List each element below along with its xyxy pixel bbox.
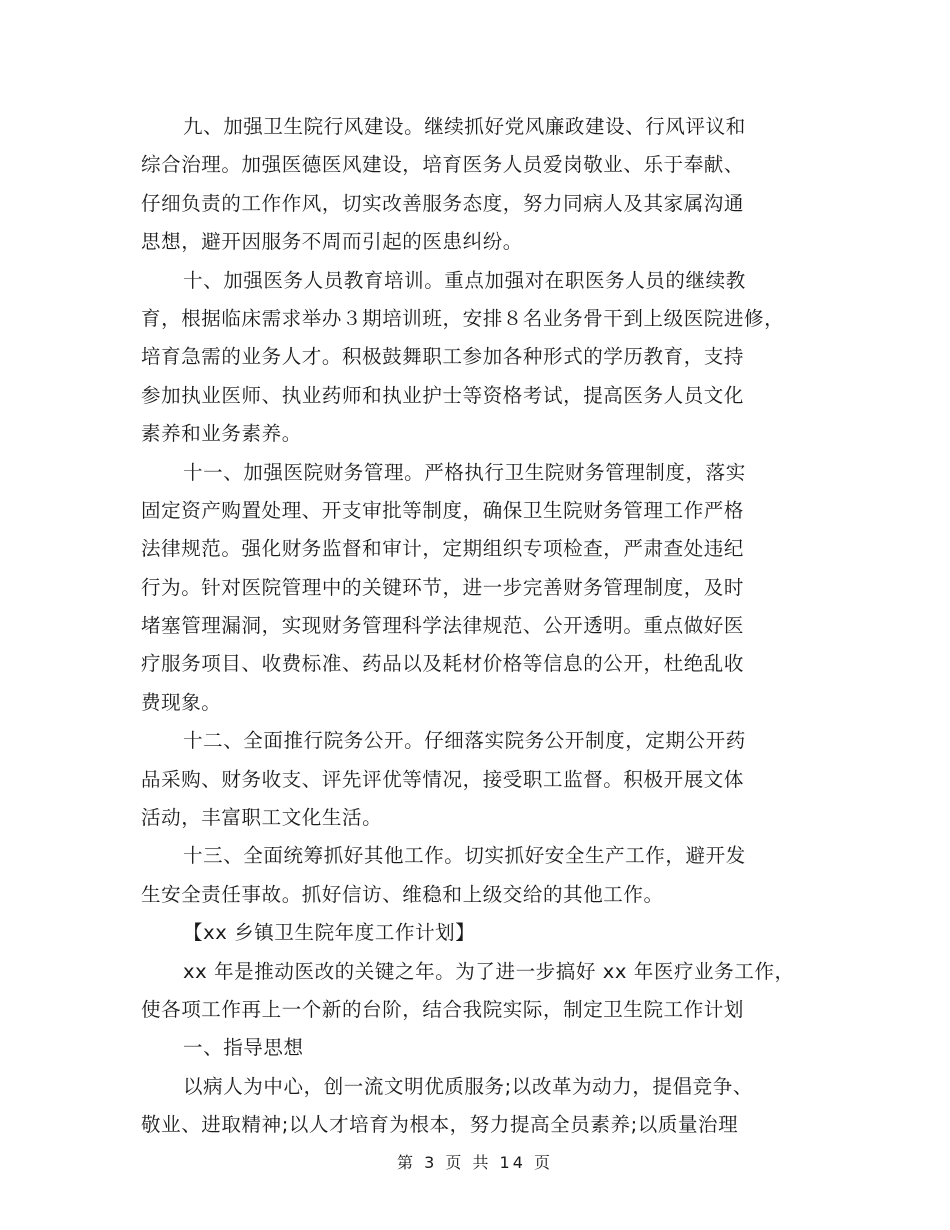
text-line: 费现象。 xyxy=(141,690,222,714)
text-line: 十、加强医务人员教育培训。重点加强对在职医务人员的继续教 xyxy=(183,268,746,292)
document-body xyxy=(141,108,841,1145)
text-line: 培育急需的业务人才。积极鼓舞职工参加各种形式的学历教育，支持 xyxy=(141,345,745,369)
page-footer: 第 3 页 共 14 页 xyxy=(397,1153,553,1172)
text-line: 一、指导思想 xyxy=(183,1036,304,1060)
text-line: 九、加强卫生院行风建设。继续抓好党风廉政建设、行风评议和 xyxy=(183,115,746,138)
text-line: 综合治理。加强医德医风建设，培育医务人员爱岗敬业、乐于奉献、 xyxy=(141,153,745,177)
text-line: 思想，避开因服务不周而引起的医患纠纷。 xyxy=(141,230,523,254)
text-line: 固定资产购置处理、开支审批等制度，确保卫生院财务管理工作严格 xyxy=(141,498,745,522)
text-line: xx 年是推动医改的关键之年。为了进一步搞好 xx 年医疗业务工作， xyxy=(183,959,795,983)
text-line: 十二、全面推行院务公开。仔细落实院务公开制度，定期公开药 xyxy=(183,729,746,753)
text-line: 敬业、进取精神;以人才培育为根本，努力提高全员素养;以质量治理 xyxy=(141,1113,739,1137)
text-line: 堵塞管理漏洞，实现财务管理科学法律规范、公开透明。重点做好医 xyxy=(141,614,745,638)
text-line: 参加执业医师、执业药师和执业护士等资格考试，提高医务人员文化 xyxy=(141,383,745,407)
text-line: 十三、全面统筹抓好其他工作。切实抓好安全生产工作，避开发 xyxy=(183,844,746,868)
text-line: 活动，丰富职工文化生活。 xyxy=(141,806,383,830)
text-line: 行为。针对医院管理中的关键环节，进一步完善财务管理制度，及时 xyxy=(141,575,745,599)
text-line: 以病人为中心，创一流文明优质服务;以改革为动力，提倡竞争、 xyxy=(183,1074,753,1098)
text-line: 素养和业务素养。 xyxy=(141,422,302,446)
text-line: 育，根据临床需求举办３期培训班，安排８名业务骨干到上级医院进修， xyxy=(141,306,785,330)
text-line: 【xx 乡镇卫生院年度工作计划】 xyxy=(183,921,476,945)
text-line: 仔细负责的工作作风，切实改善服务态度，努力同病人及其家属沟通 xyxy=(141,191,745,215)
text-line: 疗服务项目、收费标准、药品以及耗材价格等信息的公开，杜绝乱收 xyxy=(141,652,745,676)
text-line: 使各项工作再上一个新的台阶，结合我院实际，制定卫生院工作计划 xyxy=(141,997,745,1021)
text-line: 法律规范。强化财务监督和审计，定期组织专项检查，严肃查处违纪 xyxy=(141,537,745,561)
text-line: 生安全责任事故。抓好信访、维稳和上级交给的其他工作。 xyxy=(141,882,664,906)
text-line: 品采购、财务收支、评先评优等情况，接受职工监督。积极开展文体 xyxy=(141,767,745,791)
text-line: 十一、加强医院财务管理。严格执行卫生院财务管理制度，落实 xyxy=(183,460,746,484)
